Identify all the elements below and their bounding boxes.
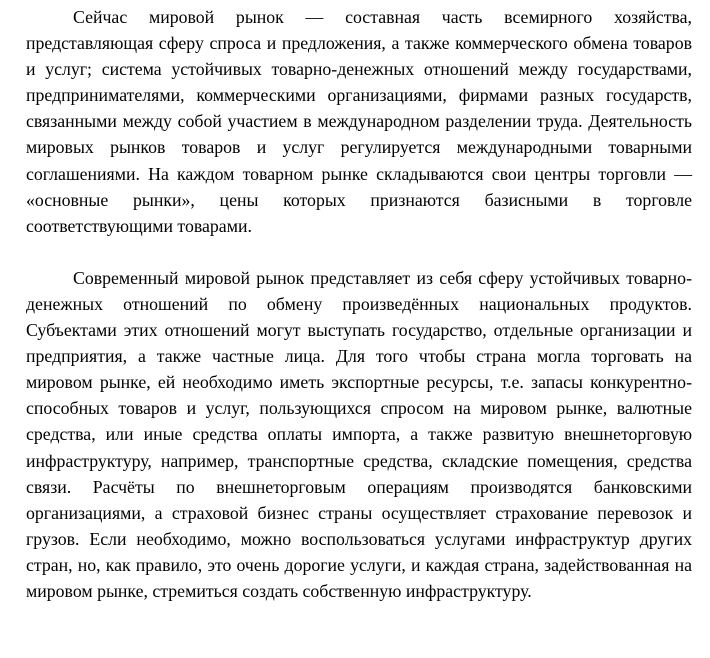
- paragraph-modern-world-market: Современный мировой рынок представляет из себя сферу устойчивых товарно-денежных отношений по обмену произведённых национальных продуктов. Субъектами этих отношений могут выступать государство, отдельные организации и предприятия, а также частные лица. Для того чтобы страна могла торговать на мировом рынке, ей необходимо иметь экспортные ресурсы, т.е. запасы конкурентно-способных товаров и услуг, пользующихся спросом на мировом рынке, валютные средства, или иные средства оплаты импорта, а также развитую внешнеторговую инфраструктуру, например, транспортные средства, складские помещения, средства связи. Расчёты по внешнеторговым операциям производятся банковскими организациями, а страховой бизнес страны осуществляет страхование перевозок и грузов. Если необходимо, можно воспользоваться услугами инфраструктур других стран, но, как правило, это очень дорогие услуги, и каждая страна, задействованная на мировом рынке, стремиться создать собственную инфраструктуру.: [26, 267, 692, 601]
- document-page: [26, 0, 692, 604]
- paragraph-world-market-definition: Сейчас мировой рынок — составная часть всемирного хозяйства, представляющая сферу спроса и предложения, а также коммерческого обмена товаров и услуг; система устойчивых товарно-денежных отношений между государствами, предпринимателями, коммерческими организациями, фирмами разных государств, связанными между собой участием в международном разделении труда. Деятельность мировых рынков товаров и услуг регулируется международными товарными соглашениями. На каждом товарном рынке складываются свои центры торговли — «основные рынки», цены которых признаются базисными в торговле соответствующими товарами.: [26, 7, 692, 236]
